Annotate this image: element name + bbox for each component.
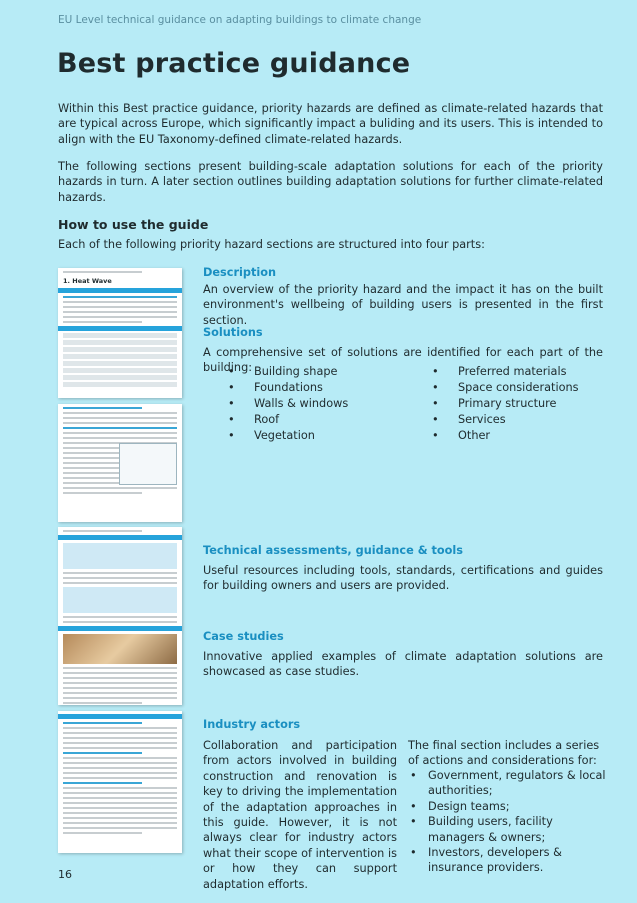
case-study-image (63, 634, 177, 664)
solutions-text: A comprehensive set of solutions are identified for each part of the building: (203, 346, 603, 375)
list-item: • Government, regulators & local authorities; (408, 768, 606, 799)
list-item: • Building users, facility managers & owners; (408, 814, 606, 845)
industry-actors-heading: Industry actors (203, 718, 301, 731)
case-studies-heading: Case studies (203, 630, 284, 643)
list-item: • Investors, developers & insurance providers. (408, 845, 606, 876)
list-item: • Foundations (228, 380, 348, 396)
solutions-page-thumbnail (58, 404, 182, 522)
technical-text: Useful resources including tools, standards, certifications and guides for building owners and users are provided. (203, 564, 603, 593)
solutions-list-left (228, 364, 348, 444)
list-item: • Other (432, 428, 579, 444)
intro-paragraph-2: The following sections present building-scale adaptation solutions for each of the priority hazards in turn. A later section outlines building adaptation solutions for further climate-related hazards. (58, 160, 603, 204)
technical-page-thumbnail (58, 527, 182, 705)
list-item: • Preferred materials (432, 364, 579, 380)
list-item: • Design teams; (408, 799, 606, 814)
solutions-heading: Solutions (203, 326, 263, 339)
intro-paragraph-1: Within this Best practice guidance, priority hazards are defined as climate-related hazards that are typical across Europe, which significantly impact a buliding and its users. This is intended to align with the EU Taxonomy-defined climate-related hazards. (58, 102, 603, 146)
page-title: Best practice guidance (57, 48, 411, 79)
how-to-use-intro: Each of the following priority hazard sections are structured into four parts: (58, 238, 485, 251)
how-to-use-heading: How to use the guide (58, 217, 209, 232)
description-heading: Description (203, 266, 277, 279)
building-diagram-image (119, 443, 177, 485)
description-text: An overview of the priority hazard and the impact it has on the built environment's wellbeing of building users is presented in the first section. (203, 283, 603, 327)
list-item: • Vegetation (228, 428, 348, 444)
list-item: • Walls & windows (228, 396, 348, 412)
technical-heading: Technical assessments, guidance & tools (203, 544, 463, 557)
list-item: • Primary structure (432, 396, 579, 412)
running-header: EU Level technical guidance on adapting buildings to climate change (58, 14, 422, 26)
thumbnail-heat-wave-title: 1. Heat Wave (63, 277, 112, 285)
list-item: • Roof (228, 412, 348, 428)
page-number: 16 (58, 868, 72, 881)
case-studies-text: Innovative applied examples of climate adaptation solutions are showcased as case studies. (203, 650, 603, 679)
list-item: • Space considerations (432, 380, 579, 396)
list-item: • Services (432, 412, 579, 428)
list-item: • Building shape (228, 364, 348, 380)
industry-actors-text: Collaboration and participation from actors involved in building construction and renovation is key to driving the implementation of the adaptation approaches in this guide. However, it is not always clear for industry actors what their scope of intervention is or how they can support adaptation efforts. (203, 739, 397, 891)
industry-actors-page-thumbnail (58, 711, 182, 853)
industry-actors-list-intro: The final section includes a series of actions and considerations for: (408, 739, 600, 768)
solutions-list-right (432, 364, 579, 444)
description-page-thumbnail (58, 268, 182, 398)
industry-actors-list (408, 768, 606, 876)
